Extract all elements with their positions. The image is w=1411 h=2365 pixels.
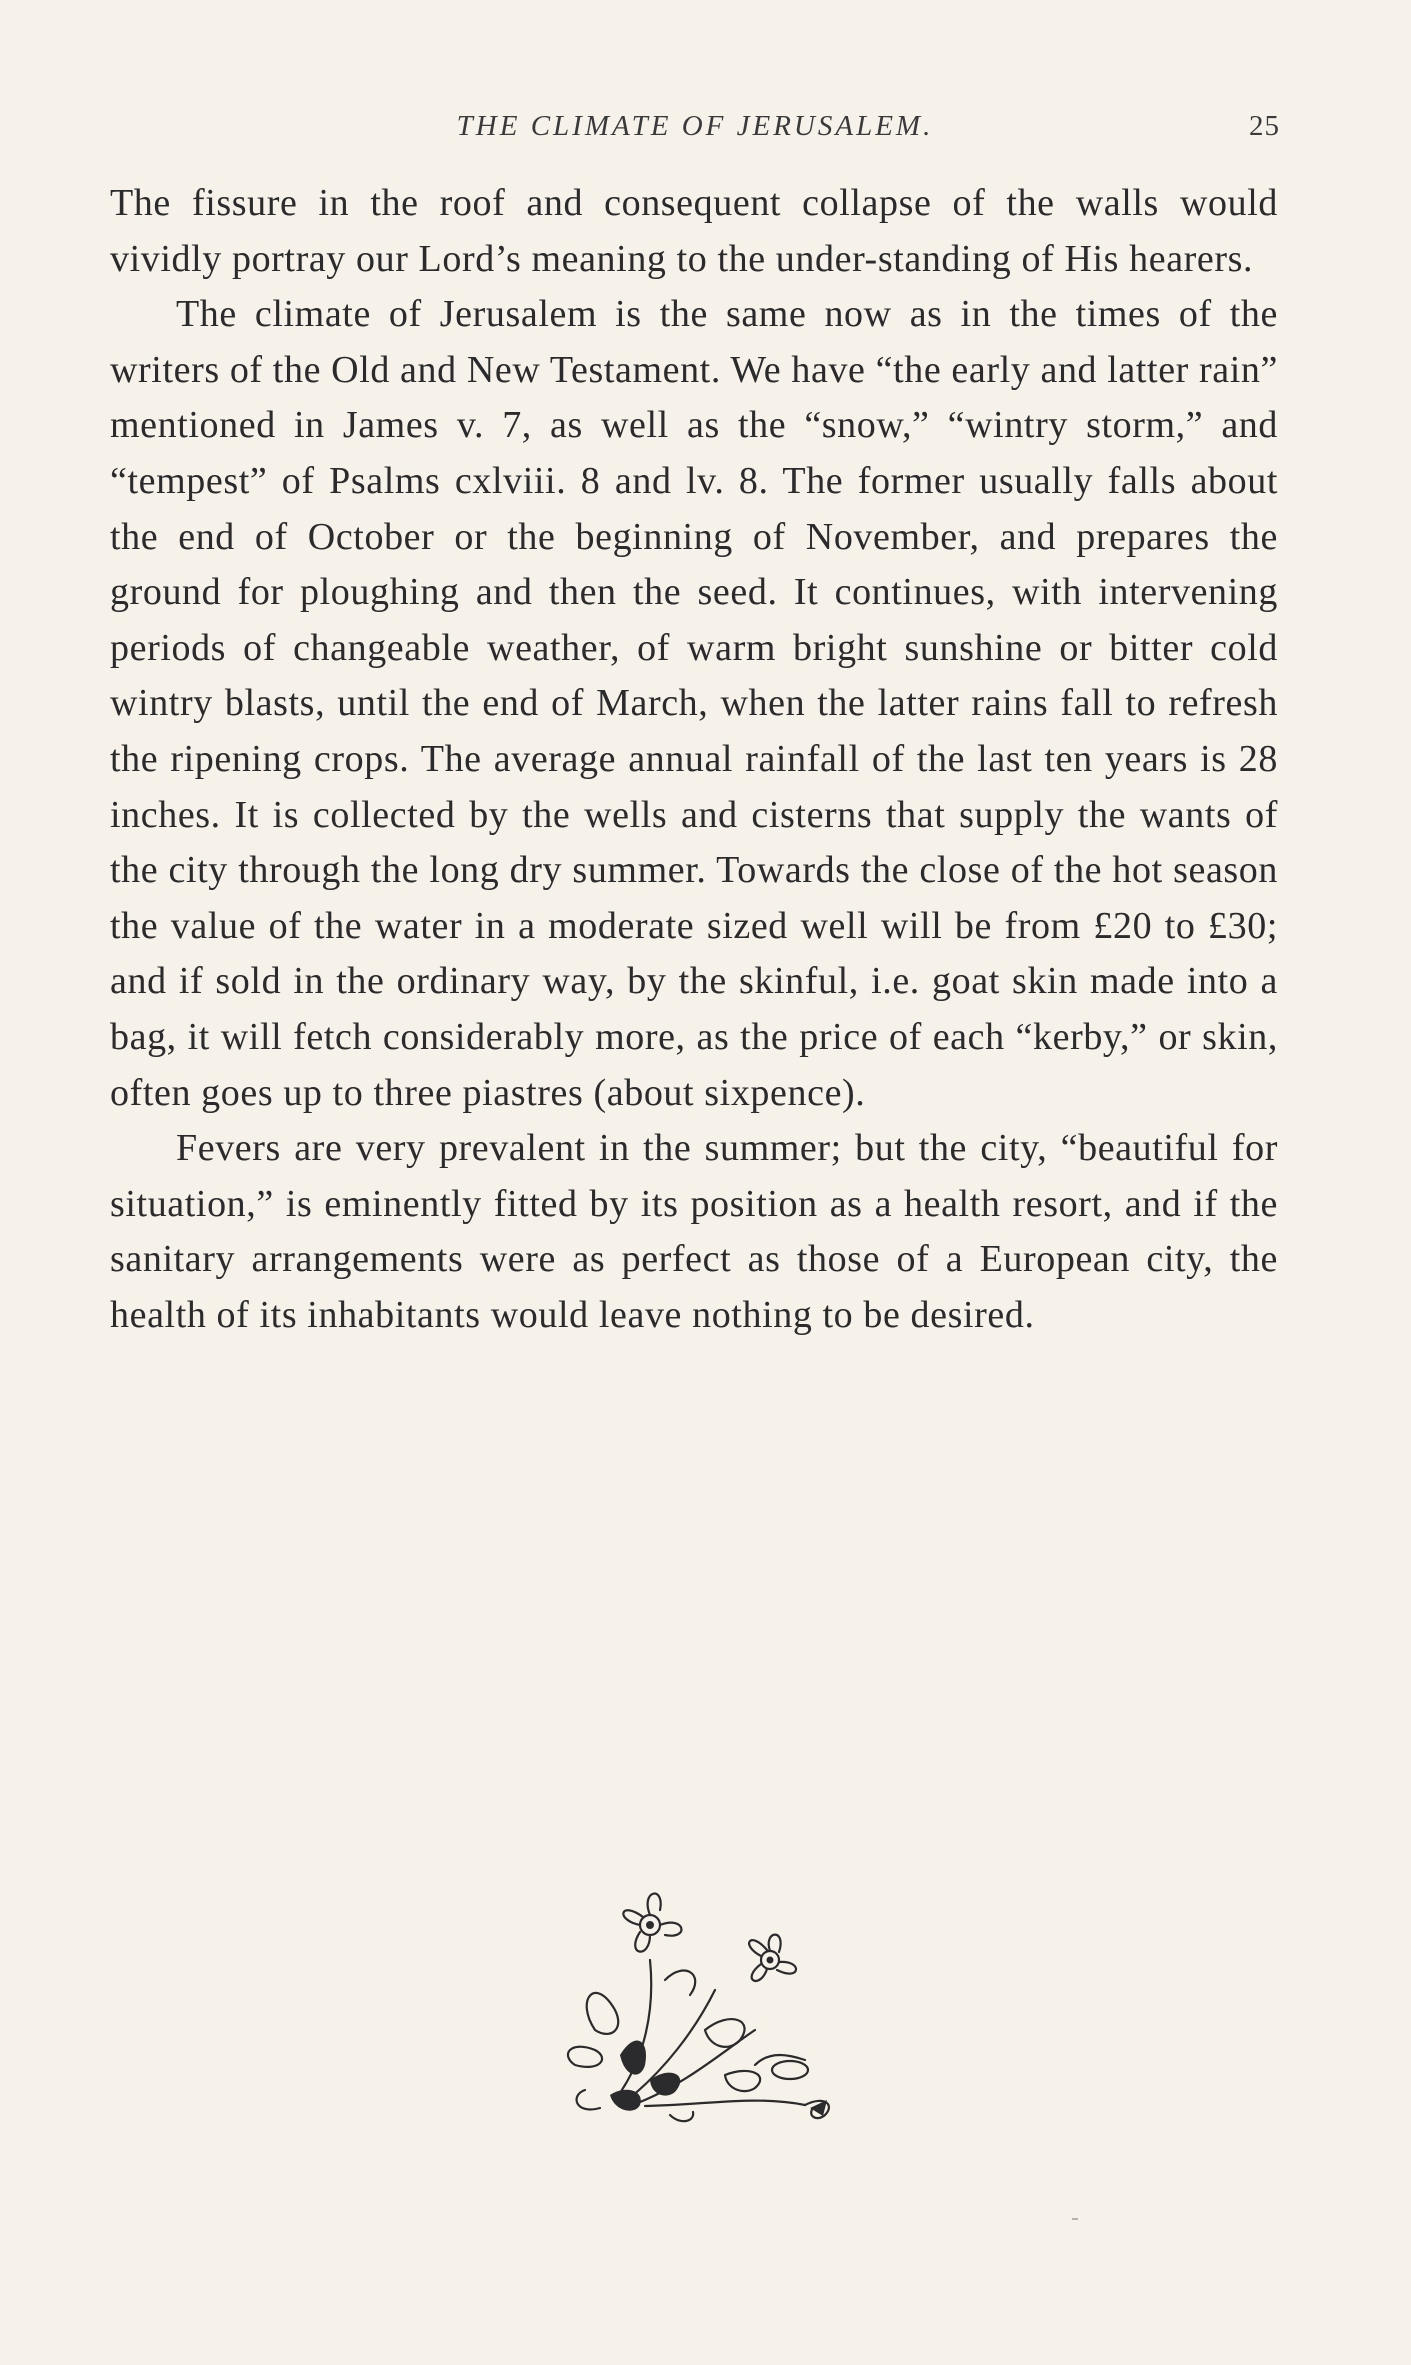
- running-title: THE CLIMATE OF JERUSALEM.: [456, 110, 934, 142]
- running-head: [110, 104, 1280, 144]
- paragraph-1: The fissure in the roof and consequent collapse of the walls would vividly portray our Lord’s meaning to the under-standing of His hearers.: [110, 182, 1278, 280]
- body-text: [110, 176, 1278, 1343]
- floral-vignette-icon: [555, 1880, 845, 2130]
- paragraph-3: Fevers are very prevalent in the summer; but the city, “beautiful for situation,” is eminently fitted by its position as a health resort, and if the sanitary arrangements were as perfect as those of a European city, the health of its inhabitants would leave nothing to be desired.: [110, 1127, 1278, 1336]
- paper-speck: [1072, 2218, 1078, 2220]
- paragraph-2: The climate of Jerusalem is the same now as in the times of the writers of the Old and New Testament. We have “the early and latter rain” mentioned in James v. 7, as well as the “snow,” “wintry storm,” and “tempest” of Psalms cxlviii. 8 and lv. 8. The former usually falls about the end of October or the beginning of November, and prepares the ground for ploughing and then the seed. It continues, with intervening periods of changeable weather, of warm bright sunshine or bitter cold wintry blasts, until the end of March, when the latter rains fall to refresh the ripening crops. The average annual rainfall of the last ten years is 28 inches. It is collected by the wells and cisterns that supply the wants of the city through the long dry summer. Towards the close of the hot season the value of the water in a moderate sized well will be from £20 to £30; and if sold in the ordinary way, by the skinful, i.e. goat skin made into a bag, it will fetch considerably more, as the price of each “kerby,” or skin, often goes up to three piastres (about sixpence).: [110, 293, 1278, 1114]
- page-number: 25: [1249, 110, 1280, 142]
